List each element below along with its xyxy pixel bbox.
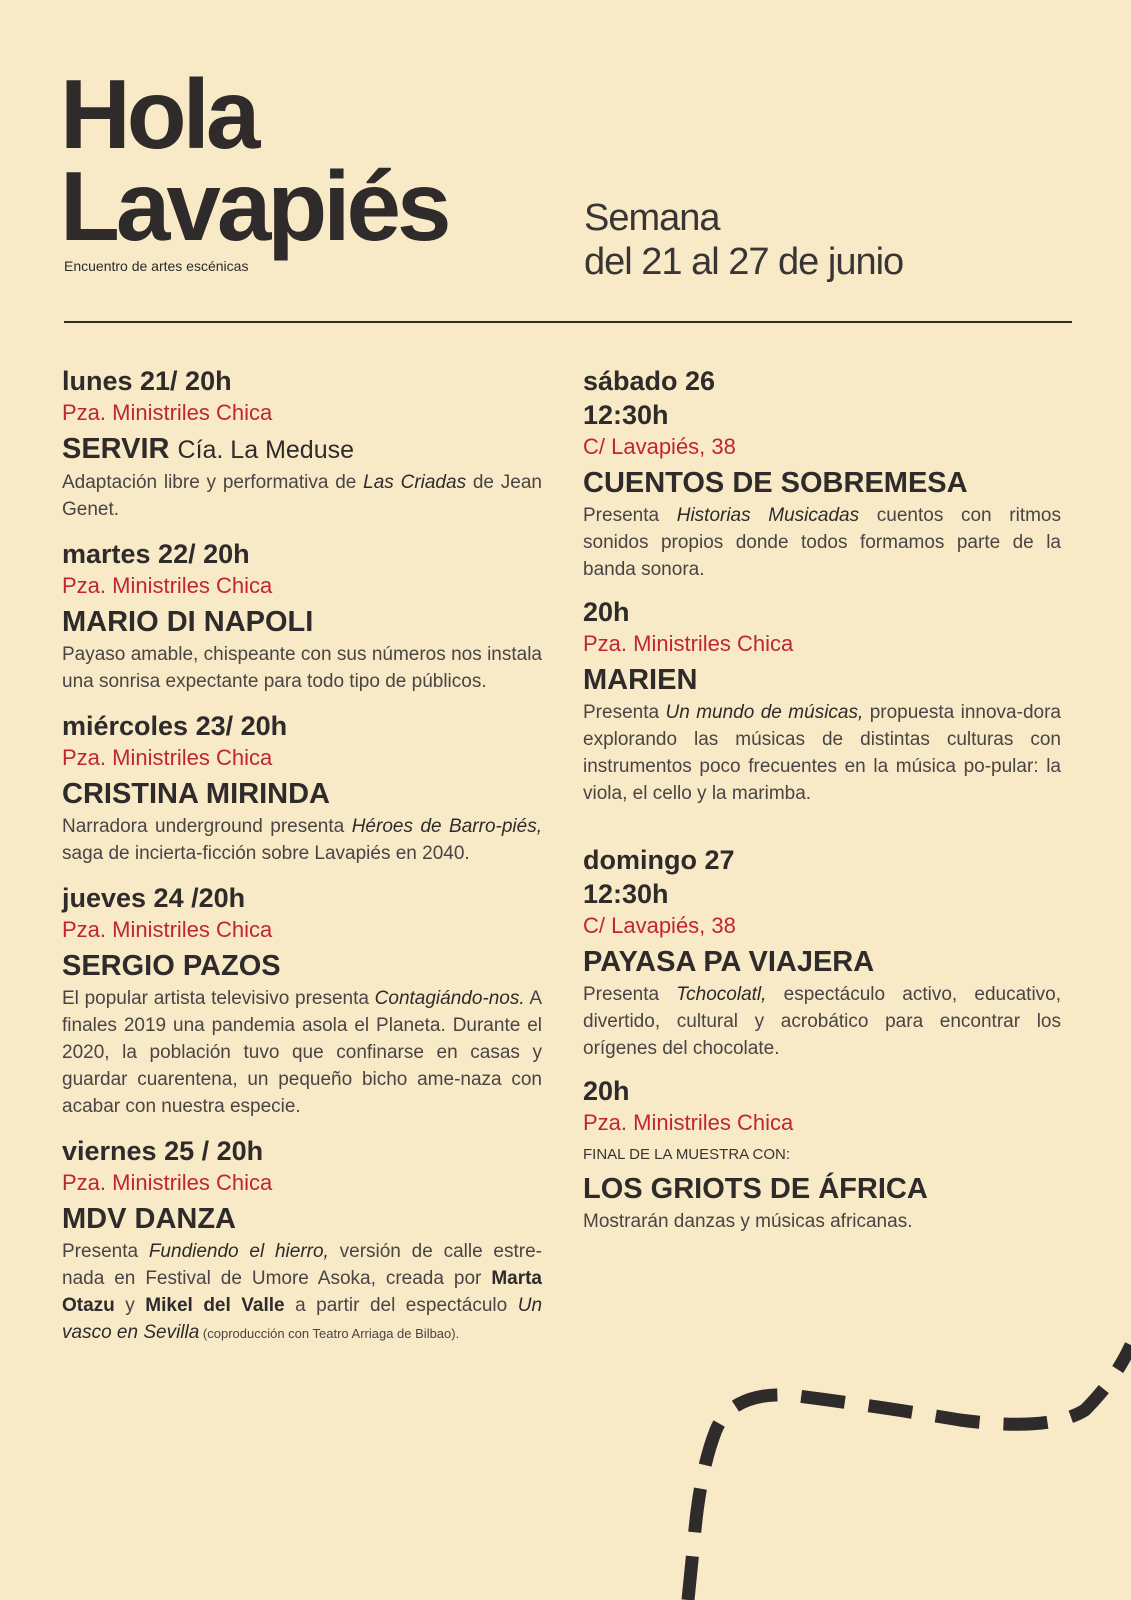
event-place: Pza. Ministriles Chica	[62, 917, 273, 942]
week-line-1: Semana	[584, 197, 720, 239]
desc-creator: Marta Otazu	[62, 1268, 542, 1316]
desc-work-title: Contagiándo-nos.	[374, 988, 525, 1009]
desc-text: Presenta	[62, 1241, 149, 1262]
week-line-2: del 21 al 27 de junio	[584, 241, 904, 283]
event-place: Pza. Ministriles Chica	[583, 631, 794, 656]
desc-work-title: Héroes de Barro-piés,	[351, 816, 542, 837]
desc-work-title: Historias Musicadas	[676, 505, 860, 526]
desc-text: espectáculo activo, educativo, divertido, cultural y acrobático para encontrar los orígenes del chocolate.	[583, 984, 1062, 1059]
event-place: Pza. Ministriles Chica	[583, 1110, 794, 1135]
desc-text: Narradora underground presenta	[62, 816, 352, 837]
event-day: lunes 21/ 20h	[62, 366, 232, 396]
event-time: 20h	[583, 597, 630, 627]
event-day: jueves 24 /20h	[62, 883, 246, 913]
desc-work-title: Un vasco en Sevilla	[62, 1295, 543, 1343]
event-performer: PAYASA PA VIAJERA	[583, 946, 875, 978]
event-day: domingo 27	[583, 845, 735, 875]
event-subtitle: Encuentro de artes escénicas	[64, 258, 249, 274]
event-time: 12:30h	[583, 879, 669, 909]
desc-text: cuentos con ritmos sonidos propios donde todos formamos parte de la banda sonora.	[583, 505, 1062, 580]
desc-text: a partir del espectáculo	[284, 1295, 518, 1316]
desc-text: propuesta innova-dora explorando las músicas de distintas culturas con instrumentos poco frecuentes en la música po-pular: la viola, el cello y la marimba.	[583, 702, 1061, 804]
event-place: Pza. Ministriles Chica	[62, 573, 273, 598]
title-line-2: Lavapiés	[60, 151, 448, 261]
desc-text: Presenta	[583, 505, 677, 526]
event-performer: SERGIO PAZOS	[62, 950, 281, 982]
title-line-1: Hola	[60, 59, 257, 169]
desc-text: Presenta	[583, 984, 677, 1005]
event-performer: MARIEN	[583, 664, 698, 696]
event-time: 12:30h	[583, 400, 669, 430]
event-day: miércoles 23/ 20h	[62, 711, 288, 741]
event-performer: MARIO DI NAPOLI	[62, 606, 314, 638]
event-place: Pza. Ministriles Chica	[62, 400, 273, 425]
event-place: Pza. Ministriles Chica	[62, 745, 273, 770]
desc-note: (coproducción con Teatro Arriaga de Bilbao).	[199, 1326, 460, 1341]
event-day: sábado 26	[583, 366, 716, 396]
desc-text: El popular artista televisivo presenta	[62, 988, 375, 1009]
event-place: C/ Lavapiés, 38	[583, 913, 736, 938]
event-performer: LOS GRIOTS DE ÁFRICA	[583, 1173, 928, 1205]
event-performer: CRISTINA MIRINDA	[62, 778, 330, 810]
desc-text: saga de incierta-ficción sobre Lavapiés en 2040.	[62, 843, 470, 864]
event-day: martes 22/ 20h	[62, 539, 250, 569]
event-place: C/ Lavapiés, 38	[583, 434, 736, 459]
closing-caption: FINAL DE LA MUESTRA CON:	[583, 1146, 790, 1163]
desc-text: A finales 2019 una pandemia asola el Planeta. Durante el 2020, la población tuvo que confinarse en casas y guardar cuarentena, un pequeño bicho ame-naza con acabar con nuestra especie.	[62, 988, 542, 1117]
desc-text: Presenta	[583, 702, 666, 723]
desc-text: versión de calle estre-nada en Festival de Umore Asoka, creada por	[62, 1241, 542, 1289]
desc-work-title: Fundiendo el hierro,	[148, 1241, 329, 1262]
event-company: Cía. La Meduse	[177, 436, 355, 464]
event-performer: SERVIR	[62, 433, 170, 465]
desc-work-title: Tchocolatl,	[676, 984, 767, 1005]
event-performer: CUENTOS DE SOBREMESA	[583, 467, 968, 499]
event-time: 20h	[583, 1076, 630, 1106]
desc-text: de Jean Genet.	[62, 472, 542, 520]
event-performer: MDV DANZA	[62, 1203, 236, 1235]
desc-work-title: Las Criadas	[363, 472, 467, 493]
desc-work-title: Un mundo de músicas,	[665, 702, 864, 723]
desc-text: y	[114, 1295, 146, 1316]
event-day: viernes 25 / 20h	[62, 1136, 264, 1166]
event-description: Payaso amable, chispeante con sus números nos instala una sonrisa expectante para todo tipo de públicos.	[62, 644, 542, 692]
desc-text: Adaptación libre y performativa de	[62, 472, 364, 493]
event-place: Pza. Ministriles Chica	[62, 1170, 273, 1195]
desc-creator: Mikel del Valle	[145, 1295, 285, 1316]
event-description: Mostrarán danzas y músicas africanas.	[583, 1211, 913, 1232]
